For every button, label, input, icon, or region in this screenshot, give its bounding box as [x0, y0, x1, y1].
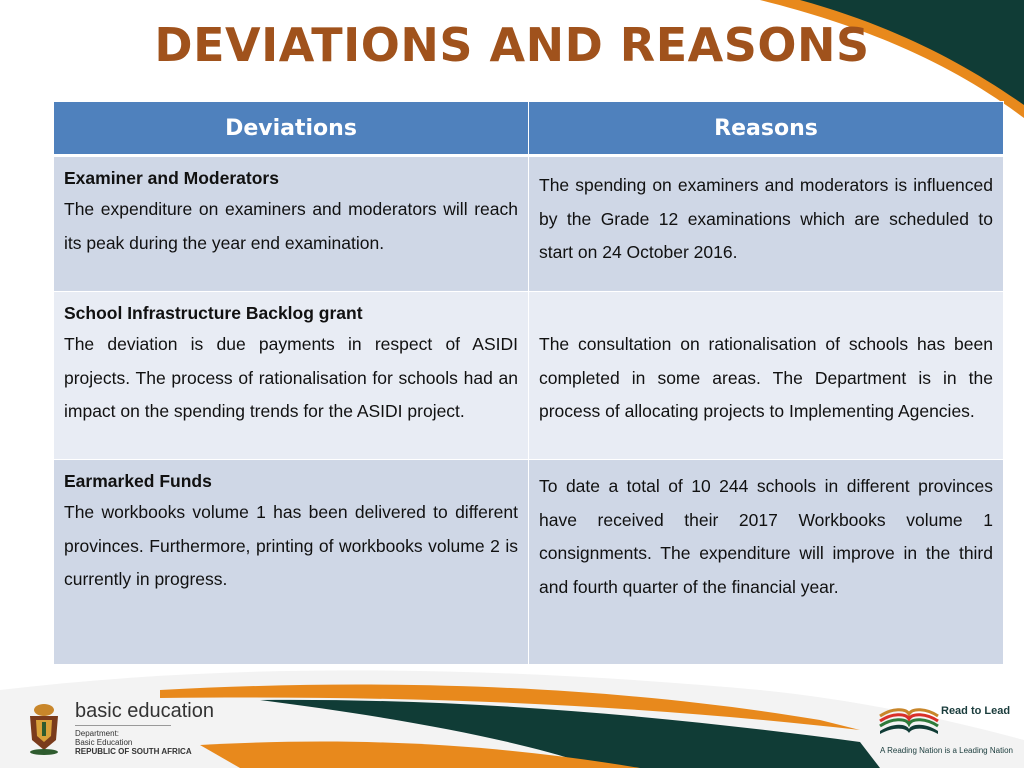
deviations-table — [53, 101, 1004, 665]
campaign-tagline: A Reading Nation is a Leading Nation — [880, 746, 1013, 755]
header-deviations: Deviations — [54, 102, 529, 156]
reason-text: The spending on examiners and moderators is influenced by the Grade 12 examinations which are scheduled to start on 24 October 2016. — [539, 175, 993, 262]
org-line3: REPUBLIC OF SOUTH AFRICA — [75, 747, 192, 756]
table-header-row — [54, 102, 1004, 156]
deviation-cell — [54, 460, 529, 665]
reason-cell — [529, 460, 1004, 665]
deviation-heading: School Infrastructure Backlog grant — [64, 303, 363, 323]
deviation-heading: Earmarked Funds — [64, 471, 212, 491]
reason-text: The consultation on rationalisation of schools has been completed in some areas. The Department is in the process of allocating projects to Implementing Agencies. — [539, 334, 993, 421]
deviation-cell — [54, 156, 529, 292]
open-book-icon — [876, 702, 942, 742]
slide-title: DEVIATIONS AND REASONS — [154, 18, 870, 72]
department-logo — [75, 700, 214, 756]
table-row — [54, 292, 1004, 460]
campaign-title: Read to Lead — [941, 705, 1011, 717]
reason-cell — [529, 156, 1004, 292]
org-line1: Department: — [75, 729, 120, 738]
reason-cell — [529, 292, 1004, 460]
org-name: basic education — [75, 700, 214, 722]
deviation-text: The workbooks volume 1 has been delivered to different provinces. Furthermore, printing of workbooks volume 2 is currently in progress. — [64, 502, 518, 589]
table-row — [54, 156, 1004, 292]
org-line2: Basic Education — [75, 738, 133, 747]
header-reasons: Reasons — [529, 102, 1004, 156]
deviation-heading: Examiner and Moderators — [64, 168, 279, 188]
deviation-cell — [54, 292, 529, 460]
deviation-text: The expenditure on examiners and moderators will reach its peak during the year end examination. — [64, 199, 518, 253]
reason-text: To date a total of 10 244 schools in different provinces have received their 2017 Workbooks volume 1 consignments. The expenditure will improve in the third and fourth quarter of the financial year. — [539, 476, 993, 597]
table-row — [54, 460, 1004, 665]
coat-of-arms-icon — [22, 700, 66, 756]
deviation-text: The deviation is due payments in respect of ASIDI projects. The process of rationalisation for schools had an impact on the spending trends for the ASIDI project. — [64, 334, 518, 421]
